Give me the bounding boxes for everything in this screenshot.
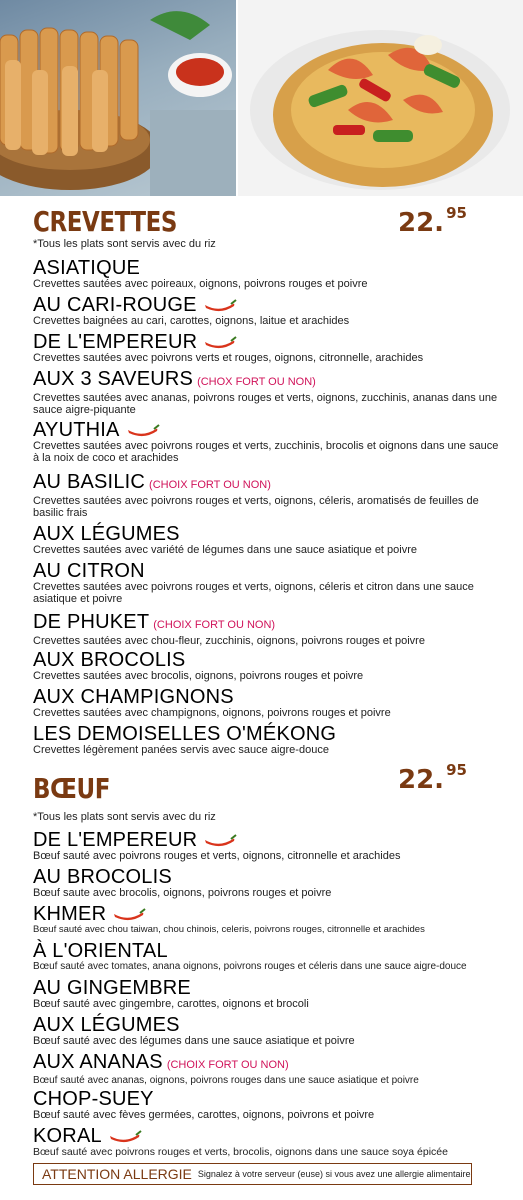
item-description: Bœuf sauté avec chou taiwan, chou chinois, celeris, poivrons rouges, citronnelle et arachides <box>33 924 425 935</box>
price-boeuf <box>398 761 467 795</box>
price-cents: 95 <box>446 204 467 222</box>
chili-pepper-icon <box>112 908 146 922</box>
choix-note: (CHOIX FORT OU NON) <box>166 1059 289 1071</box>
item-description: Bœuf sauté avec fèves germées, carottes, oignons, poivrons et poivre <box>33 1109 375 1121</box>
menu-item <box>33 904 503 936</box>
menu-item <box>33 295 503 327</box>
menu-item <box>33 1089 503 1121</box>
item-name: À L'ORIENTAL <box>33 940 168 962</box>
item-name: DE L'EMPEREUR <box>33 331 198 353</box>
item-description: Crevettes sautées avec ananas, poivrons rouges et verts, oignons, zucchinis, ananas dans une sauce aigre-piquante <box>33 392 498 416</box>
item-name: AU BROCOLIS <box>33 866 172 888</box>
item-name: AU CARI-ROUGE <box>33 294 197 316</box>
menu-item <box>33 724 503 756</box>
menu-item <box>33 941 503 973</box>
choix-note: (CHOX FORT OU NON) <box>197 376 316 388</box>
item-name: AUX 3 SAVEURS <box>33 368 194 390</box>
item-name: LES DEMOISELLES O'MÉKONG <box>33 723 337 745</box>
item-description: Bœuf sauté avec des légumes dans une sauce asiatique et poivre <box>33 1035 355 1047</box>
allergy-notice <box>33 1163 472 1185</box>
item-description: Crevettes sautées avec poivrons rouges et verts, oignons, céleris, aromatisés de feuilles de basilic frais <box>33 495 479 519</box>
menu-item <box>33 978 503 1010</box>
item-name: AU GINGEMBRE <box>33 977 191 999</box>
item-description: Bœuf sauté avec poivrons rouges et verts, brocolis, oignons dans une sauce soya épicée <box>33 1146 448 1158</box>
item-name: CHOP-SUEY <box>33 1088 154 1110</box>
chili-pepper-icon <box>108 1130 142 1144</box>
item-description: Crevettes sautées avec poireaux, oignons, poivrons rouges et poivre <box>33 278 368 290</box>
menu-item <box>33 472 503 519</box>
item-description: Bœuf saute avec brocolis, oignons, poivrons rouges et poivre <box>33 887 332 899</box>
chili-pepper-icon <box>203 299 237 313</box>
rice-note: *Tous les plats sont servis avec du riz <box>33 238 216 250</box>
section-title-boeuf: BŒUF <box>33 772 110 805</box>
allergy-text: Signalez à votre serveur (euse) si vous avez une allergie alimentaire <box>197 1169 471 1179</box>
menu-item <box>33 369 503 416</box>
menu-item <box>33 332 503 364</box>
menu-item <box>33 524 503 556</box>
menu-item <box>33 650 503 682</box>
menu-item <box>33 420 503 464</box>
item-name: AUX LÉGUMES <box>33 1014 180 1036</box>
item-description: Bœuf sauté avec poivrons rouges et verts, oignons, citronnelle et arachides <box>33 850 401 862</box>
item-name: AU BASILIC <box>33 471 146 493</box>
item-name: KHMER <box>33 903 107 925</box>
spring-rolls-photo <box>0 0 236 196</box>
item-name: AYUTHIA <box>33 419 120 441</box>
item-description: Crevettes sautées avec poivrons rouges et verts, oignons, céleris et citron dans une sauce asiatique et poivre <box>33 581 474 605</box>
item-name: ASIATIQUE <box>33 257 141 279</box>
item-description: Crevettes baignées au cari, carottes, oignons, laitue et arachides <box>33 315 350 327</box>
item-name: AUX BROCOLIS <box>33 649 186 671</box>
item-description: Crevettes sautées avec variété de légumes dans une sauce asiatique et poivre <box>33 544 418 556</box>
price-integer: 22. <box>398 208 445 238</box>
item-description: Crevettes légèrement panées servis avec sauce aigre-douce <box>33 744 329 756</box>
menu-item <box>33 867 503 899</box>
choix-note: (CHOIX FORT OU NON) <box>153 619 276 631</box>
item-name: AUX CHAMPIGNONS <box>33 686 234 708</box>
item-description: Crevettes sautées avec poivrons rouges et verts, zucchinis, brocolis et oignons dans une sauce à la noix de coco et arachides <box>33 440 499 464</box>
item-name: AUX ANANAS <box>33 1051 163 1073</box>
rice-note: *Tous les plats sont servis avec du riz <box>33 811 216 823</box>
item-description: Crevettes sautées avec champignons, oignons, poivrons rouges et poivre <box>33 707 391 719</box>
item-description: Crevettes sautées avec chou-fleur, zucchinis, oignons, poivrons rouges et poivre <box>33 635 425 647</box>
menu-item <box>33 830 503 862</box>
item-name: AUX LÉGUMES <box>33 523 180 545</box>
item-description: Bœuf sauté avec gingembre, carottes, oignons et brocoli <box>33 998 309 1010</box>
menu-item <box>33 258 503 290</box>
menu-item <box>33 612 503 647</box>
chili-pepper-icon <box>126 424 160 438</box>
section-title-crevettes: CREVETTES <box>33 205 178 238</box>
menu-item <box>33 1126 503 1158</box>
price-crevettes <box>398 204 467 238</box>
menu-item <box>33 1052 503 1087</box>
item-description: Crevettes sautées avec brocolis, oignons, poivrons rouges et poivre <box>33 670 364 682</box>
chili-pepper-icon <box>203 834 237 848</box>
chili-pepper-icon <box>203 336 237 350</box>
item-name: AU CITRON <box>33 560 145 582</box>
header-photos <box>0 0 523 196</box>
price-integer: 22. <box>398 765 445 795</box>
item-description: Crevettes sautées avec poivrons verts et rouges, oignons, citronnelle, arachides <box>33 352 424 364</box>
item-name: KORAL <box>33 1125 102 1147</box>
allergy-title: ATTENTION ALLERGIE <box>42 1166 192 1182</box>
item-description: Bœuf sauté avec ananas, oignons, poivrons rouges dans une sauce asiatique et poivre <box>33 1075 419 1086</box>
choix-note: (CHOIX FORT OU NON) <box>149 479 271 491</box>
menu-item <box>33 561 503 605</box>
item-name: DE L'EMPEREUR <box>33 829 198 851</box>
shrimp-nest-photo <box>238 0 523 196</box>
menu-item <box>33 687 503 719</box>
item-description: Bœuf sauté avec tomates, anana oignons, poivrons rouges et céleris dans une sauce aigre-douce <box>33 961 467 972</box>
item-name: DE PHUKET <box>33 611 150 633</box>
price-cents: 95 <box>446 761 467 779</box>
menu-item <box>33 1015 503 1047</box>
